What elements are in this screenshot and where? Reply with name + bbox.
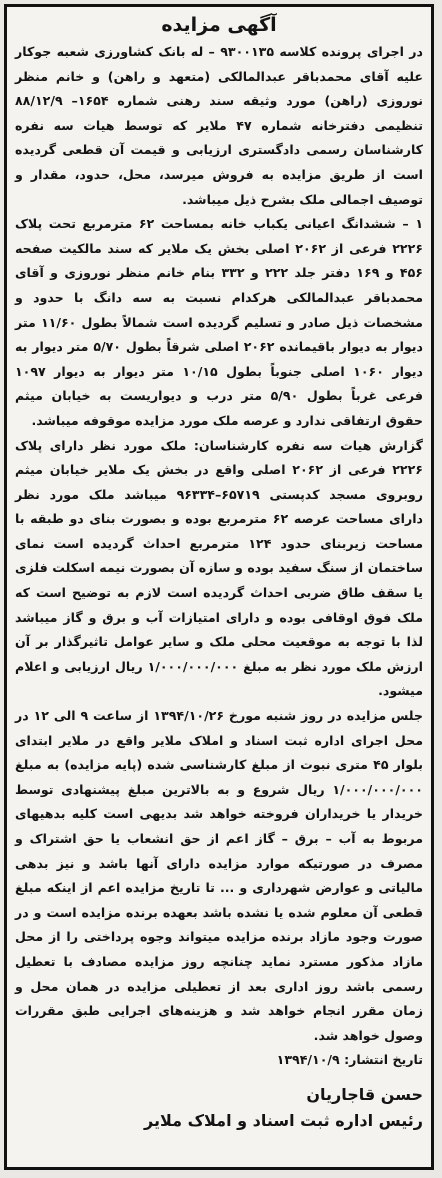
- signatory-title: رئیس اداره ثبت اسناد و املاک ملایر: [144, 1111, 423, 1131]
- signatory-name: حسن قاجاریان: [306, 1085, 423, 1105]
- notice-intro-paragraph: در اجرای پرونده کلاسه ۹۳۰۰۱۳۵ – له بانک کشاورزی شعبه جوکار علیه آقای محمدباقر عبدالمالکی (متعهد و راهن) و خانم منظر نوروزی (راهن) مورد وثیقه سند رهنی شماره ۱۶۵۴– ۸۸/۱۲/۹ تنظیمی دفترخانه شماره ۴۷ ملایر که توسط هیات سه نفره کارشناسان رسمی دادگستری ارزیابی و قیمت آن قطعی گردیده است از طریق مزایده به فروش میرسد، محل، حدود، مقدار و توصیف اجمالی ملک بشرح ذیل میباشد.: [15, 44, 423, 207]
- expert-report-paragraph: گزارش هیات سه نفره کارشناسان: ملک مورد نظر دارای پلاک ۲۲۲۶ فرعی از ۲۰۶۲ اصلی واقع در بخش یک ملایر خیابان میثم روبروی مسجد کدپستی ۶۵۷۱۹–۹۶۳۳۴ میباشد ملک مورد نظر دارای مساحت عرصه ۶۲ مترمربع بوده و بصورت بنای دو طبقه با مساحت زیربنای حدود ۱۲۴ مترمربع احداث گردیده است نمای ساختمان از سنگ سفید بوده و سازه آن بصورت نیمه اسکلت فلزی یا سقف طاق ضربی احداث گردیده است لازم به توضیح است که ملک فوق اوقافی بوده و دارای امتیازات آب و برق و گاز میباشد لذا با توجه به موقعیت محلی ملک و سایر عوامل تاثیرگذار بر آن ارزش ملک مورد نظر به مبلغ ۱/۰۰۰/۰۰۰/۰۰۰ ریال ارزیابی و اعلام میشود.: [15, 437, 424, 699]
- publish-date: تاریخ انتشار: ۱۳۹۴/۱۰/۹: [276, 1052, 423, 1068]
- notice-title: آگهی مزایده: [161, 14, 277, 36]
- property-description-paragraph: ۱ – ششدانگ اعیانی یکباب خانه بمساحت ۶۲ مترمربع تحت پلاک ۲۲۲۶ فرعی از ۲۰۶۲ اصلی بخش یک ملایر که سند مالکیت صفحه ۴۵۶ و ۱۶۹ دفتر جلد ۲۲۲ و ۳۳۲ بنام خانم منظر نوروزی و آقای محمدباقر عبدالمالکی هرکدام نسبت به سه دانگ با حدود و مشخصات ذیل صادر و تسلیم گردیده است شمالاً بطول ۱۱/۶۰ متر دیوار به دیوار باقیمانده ۲۰۶۲ اصلی شرقاً بطول ۵/۷۰ متر دیوار به دیوار ۱۰۶۰ اصلی جنوباً بطول ۱۰/۱۵ متر دیوار به دیوار ۱۰۹۷ فرعی غرباً بطول ۵/۹۰ متر درب و دیواریست به خیابان میثم حقوق ارتفاقی ندارد و عرصه ملک مورد مزایده موقوفه میباشد.: [15, 216, 424, 428]
- auction-notice: [4, 4, 434, 1170]
- auction-session-paragraph: جلس مزایده در روز شنبه مورخ ۱۳۹۴/۱۰/۲۶ از ساعت ۹ الی ۱۲ در محل اجرای اداره ثبت اسناد و املاک ملایر واقع در ملایر ابتدای بلوار ۴۵ متری نبوت از مبلغ کارشناسی شده (پایه مزایده) به مبلغ ۱/۰۰۰/۰۰۰/۰۰۰ ریال شروع و به بالاترین مبلغ پیشنهادی توسط خریدار یا خریداران فروخته خواهد شد بدیهی است کلیه بدهیهای مربوط به آب – برق – گاز اعم از حق انشعاب یا حق اشتراک و مصرف در صورتیکه موارد مزایده دارای آنها باشد و نیز بدهی مالیاتی و عوارض شهرداری و ... تا تاریخ مزایده اعم از اینکه مبلغ قطعی آن معلوم شده یا نشده باشد بعهده برنده مزایده است و در صورت وجود مازاد برنده مزایده میتواند وجوه پرداختی را از محل مازاد مذکور مسترد نماید چنانچه روز مزایده مصادف با تعطیل رسمی باشد روز اداری بعد از تعطیلی مزایده در همان محل و زمان مقرر انجام خواهد شد و هزینه‌های اجرایی طبق مقررات وصول خواهد شد.: [15, 708, 424, 1043]
